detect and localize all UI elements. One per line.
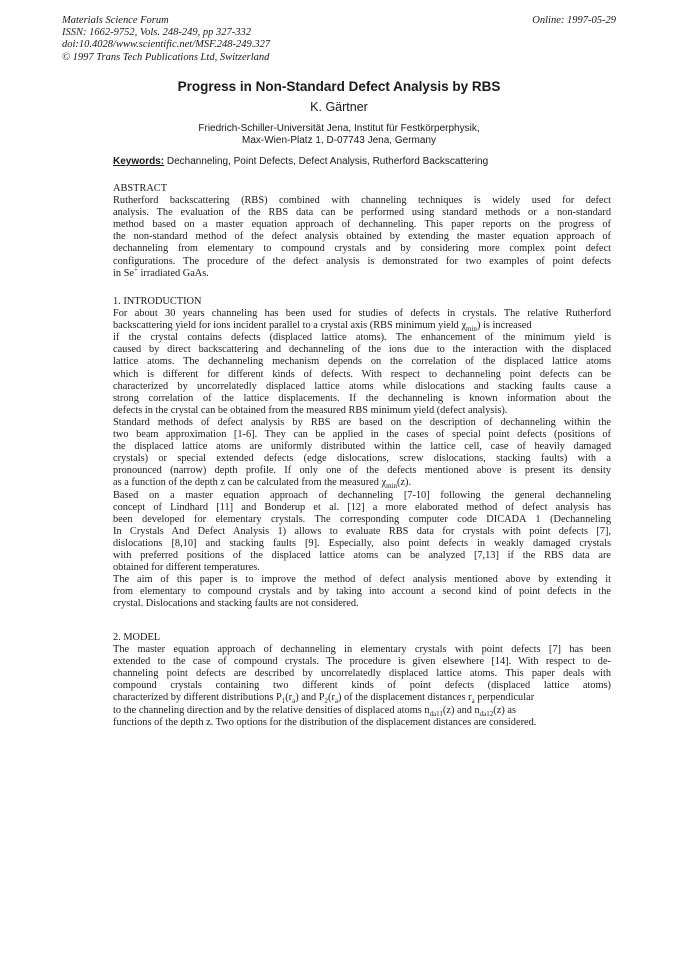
- text-line: functions of the depth z. Two options for the distribution of the displacement distances are considered.: [113, 716, 537, 728]
- text-line: characterized by uncorrelatedly displaced lattice atoms while dislocations and stacking faults cause a: [113, 380, 611, 392]
- text-line: as a function of the depth z can be calculated from the measured $\chi_{min}(z)$.: [113, 477, 412, 491]
- text-line: The master equation approach of dechanneling in elementary crystals with point defects [7] has been: [113, 644, 611, 656]
- text-line: channeling point defects are described by uncorrelatedly displaced lattice atoms. This paper deals with: [113, 668, 611, 680]
- text-line: Based on a master equation approach of dechanneling [7-10] following the general dechanneling: [113, 489, 611, 501]
- text-line: characterized by different distributions $P_1(r_a)$ and $P_2(r_a)$ of the displacement distances $r_a$ perpendicular: [113, 692, 535, 706]
- affiliation-line: Friedrich-Schiller-Universität Jena, Institut für Festkörperphysik,: [198, 123, 480, 134]
- text-line: The aim of this paper is to improve the method of defect analysis mentioned above by extending it: [113, 574, 611, 586]
- text-line: compound crystals containing two different kinds of point defects (displaced lattice atoms): [113, 680, 611, 692]
- text-line: caused by direct backscattering and dechanneling of the ions due to the interaction with the displaced: [113, 344, 611, 356]
- text-line: with preferred positions of the displaced lattice atoms can be analyzed [7,13] if the RBS data are: [113, 549, 611, 561]
- text-line: obtained for different temperatures.: [113, 562, 260, 574]
- text-line: concept of Lindhard [11] and Bonderup et al. [12] a more elaborated method of defect analysis has: [113, 501, 611, 513]
- text-line: method based on a master equation approach of dechanneling. This paper reports on the progress of: [113, 219, 611, 231]
- text-line: the displaced lattice atoms are uniformly distributed within the lattice cell, case of heavily damaged: [113, 441, 611, 453]
- abstract-section: [113, 183, 611, 280]
- text-line: For about 30 years channeling has been used for studies of defects in crystals. The relative Rutherford: [113, 308, 611, 320]
- affiliation-line: Max-Wien-Platz 1, D-07743 Jena, Germany: [242, 135, 436, 146]
- text-line: In Crystals And Defect Analysis 1) allows to evaluate RBS data for crystals with point defects [7],: [113, 525, 611, 537]
- journal-header: [62, 15, 270, 64]
- text-line: extended to the case of compound crystals. The procedure is given elsewhere [14]. With respect to de-: [113, 656, 611, 668]
- introduction-section: [113, 296, 611, 610]
- doi-line: doi:10.4028/www.scientific.net/MSF.248-249.327: [62, 39, 271, 51]
- model-section: [113, 632, 611, 729]
- text-line: in Se+ irradiated GaAs.: [113, 265, 209, 279]
- journal-name: Materials Science Forum: [62, 15, 169, 26]
- text-line: dislocations [8,10] and stacking faults [9]. Especially, also point defects in weakly damaged crystals: [113, 537, 611, 549]
- keywords-label: Keywords:: [113, 156, 165, 167]
- text-line: pronounced (narrow) depth profile. If only one of the defects mentioned above is present its density: [113, 465, 611, 477]
- text-line: which is different for different kinds of defects. With respect to dechanneling point defects can be: [113, 368, 611, 380]
- online-date: Online: 1997-05-29: [532, 15, 616, 26]
- text-line: if the crystal contains defects (displaced lattice atoms). The enhancement of the minimum yield is: [113, 332, 611, 344]
- keywords: [113, 156, 488, 167]
- affiliation: [0, 123, 678, 147]
- text-line: crystals) or special extended defects (edge dislocations, screw dislocations, stacking faults) with a: [113, 453, 611, 465]
- text-line: strong correlation of the lattice displacements. If the dechanneling is known information about the: [113, 392, 611, 404]
- text-line: the non-standard method of the defect analysis obtained by extending the master equation approach of: [113, 231, 611, 243]
- text-line: been developed for elementary crystals. The corresponding computer code DICADA 1 (Dechanneling: [113, 513, 611, 525]
- text-line: to the channeling direction and by the relative densities of displaced atoms $n_{da11}(z)$ and $n_{da12}(z)$ as: [113, 704, 516, 718]
- issn-line: ISSN: 1662-9752, Vols. 248-249, pp 327-332: [62, 27, 251, 39]
- text-line: from elementary to compound crystals and by taking into account a second kind of point defects in the: [113, 586, 611, 598]
- text-line: analysis. The evaluation of the RBS data can be performed using standard methods or a non-standard: [113, 207, 611, 219]
- text-line: dechanneling from elementary to compound crystals and by considering more complex point defect: [113, 243, 611, 255]
- text-line: defects in the crystal can be obtained from the measured RBS minimum yield (defect analysis).: [113, 404, 508, 416]
- text-line: backscattering yield for ions incident parallel to a crystal axis (RBS minimum yield $\chi_{min}$) is increased: [113, 320, 532, 334]
- text-line: Standard methods of defect analysis by RBS are based on the description of dechanneling within the: [113, 416, 611, 428]
- copyright-line: © 1997 Trans Tech Publications Ltd, Switzerland: [62, 51, 270, 63]
- keywords-text: Dechanneling, Point Defects, Defect Analysis, Rutherford Backscattering: [164, 156, 489, 167]
- paper-author: K. Gärtner: [310, 100, 368, 114]
- text-line: crystal. Dislocations and stacking faults are not considered.: [113, 598, 359, 610]
- text-line: lattice atoms. The dechanneling mechanism depends on the correlation of the displaced lattice atoms: [113, 356, 611, 368]
- abstract-heading: ABSTRACT: [113, 183, 168, 194]
- text-line: two beam approximation [1-6]. They can be applied in the cases of special point defects (positions of: [113, 429, 611, 441]
- paper-title: Progress in Non-Standard Defect Analysis by RBS: [177, 79, 501, 94]
- introduction-heading: 1. INTRODUCTION: [113, 296, 202, 307]
- model-heading: 2. MODEL: [113, 632, 161, 643]
- text-line: configurations. The procedure of the defect analysis is demonstrated for two examples of point defects: [113, 255, 611, 267]
- text-line: Rutherford backscattering (RBS) combined with channeling techniques is widely used for defect: [113, 195, 611, 207]
